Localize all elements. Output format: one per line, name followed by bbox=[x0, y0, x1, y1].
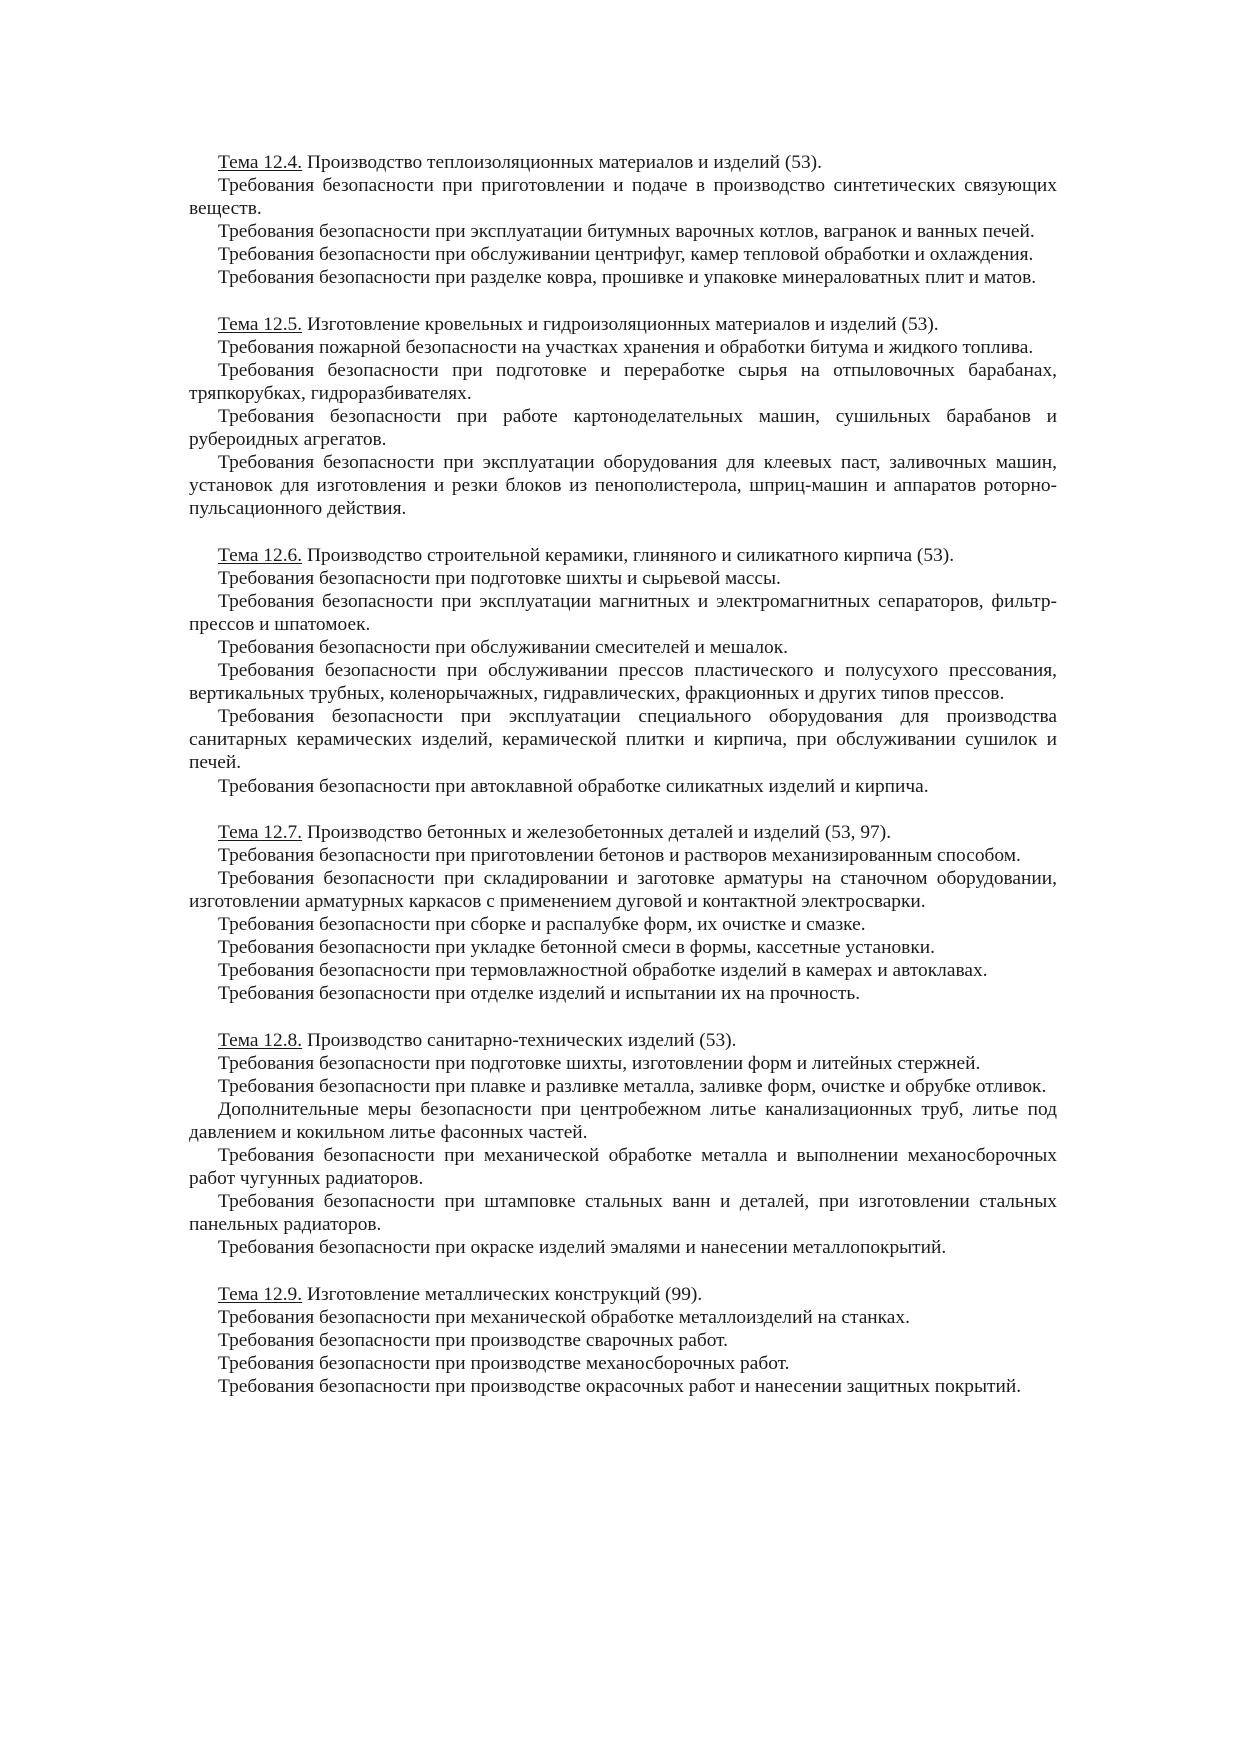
topic-label: Тема 12.6. bbox=[218, 544, 303, 566]
topic-section-12-9 bbox=[189, 1283, 1057, 1398]
topic-title: Изготовление кровельных и гидроизоляционных материалов и изделий (53). bbox=[302, 313, 939, 335]
requirement-item: Требования безопасности при отделке изделий и испытании их на прочность. bbox=[218, 983, 861, 1005]
topic-title: Изготовление металлических конструкций (99). bbox=[302, 1283, 703, 1305]
requirement-item: Требования безопасности при производстве окрасочных работ и нанесении защитных покрытий. bbox=[218, 1375, 1022, 1397]
requirement-item: Требования безопасности при складировании и заготовке арматуры на станочном оборудовании, изготовлении арматурных каркасов с применением дуговой и контактной электросварки. bbox=[189, 867, 1057, 912]
topic-title: Производство санитарно-технических изделий (53). bbox=[302, 1029, 737, 1051]
topic-section-12-4 bbox=[189, 151, 1057, 290]
topic-title: Производство теплоизоляционных материалов и изделий (53). bbox=[302, 152, 822, 173]
topic-label: Тема 12.4. bbox=[218, 152, 303, 173]
topic-label: Тема 12.8. bbox=[218, 1029, 303, 1051]
requirement-item: Требования безопасности при механической обработке металла и выполнении механосборочных работ чугунных радиаторов. bbox=[189, 1145, 1057, 1190]
requirement-item: Требования безопасности при штамповке стальных ванн и деталей, при изготовлении стальных панельных радиаторов. bbox=[189, 1191, 1057, 1236]
requirement-item: Требования безопасности при приготовлении бетонов и растворов механизированным способом. bbox=[218, 844, 1021, 866]
requirement-item: Требования пожарной безопасности на участках хранения и обработки битума и жидкого топлива. bbox=[218, 336, 1034, 358]
topic-heading bbox=[189, 313, 1057, 336]
topic-section-12-7 bbox=[189, 821, 1057, 1006]
requirement-item: Требования безопасности при окраске изделий эмалями и нанесении металлопокрытий. bbox=[218, 1237, 947, 1259]
requirement-item: Требования безопасности при автоклавной обработке силикатных изделий и кирпича. bbox=[218, 775, 929, 797]
topic-label: Тема 12.7. bbox=[218, 821, 303, 843]
topic-heading bbox=[189, 1029, 1057, 1052]
topic-heading bbox=[189, 821, 1057, 844]
document-page bbox=[189, 151, 1057, 1421]
requirement-item: Требования безопасности при работе картоноделательных машин, сушильных барабанов и рубероидных агрегатов. bbox=[189, 406, 1057, 451]
requirement-item: Дополнительные меры безопасности при центробежном литье канализационных труб, литье под давлением и кокильном литье фасонных частей. bbox=[189, 1098, 1057, 1143]
requirement-item: Требования безопасности при подготовке и переработке сырья на отпыловочных барабанах, тряпкорубках, гидроразбивателях. bbox=[189, 359, 1057, 404]
requirement-item: Требования безопасности при подготовке шихты, изготовлении форм и литейных стержней. bbox=[218, 1052, 981, 1074]
requirement-item: Требования безопасности при механической обработке металлоизделий на станках. bbox=[218, 1306, 910, 1328]
topic-heading bbox=[189, 544, 1057, 567]
requirement-item: Требования безопасности при обслуживании смесителей и мешалок. bbox=[218, 636, 788, 658]
topic-section-12-8 bbox=[189, 1029, 1057, 1260]
topic-section-12-6 bbox=[189, 544, 1057, 798]
requirement-item: Требования безопасности при производстве механосборочных работ. bbox=[218, 1352, 790, 1374]
requirement-item: Требования безопасности при эксплуатации магнитных и электромагнитных сепараторов, фильтр-прессов и шпатомоек. bbox=[189, 590, 1057, 635]
requirement-item: Требования безопасности при обслуживании прессов пластического и полусухого прессования, вертикальных трубных, коленорычажных, гидравлических, фракционных и других типов прессов. bbox=[189, 660, 1057, 705]
requirement-item: Требования безопасности при термовлажностной обработке изделий в камерах и автоклавах. bbox=[218, 960, 988, 982]
requirement-item: Требования безопасности при эксплуатации битумных варочных котлов, вагранок и ванных печей. bbox=[218, 221, 1035, 243]
requirement-item: Требования безопасности при подготовке шихты и сырьевой массы. bbox=[218, 567, 781, 589]
topic-section-12-5 bbox=[189, 313, 1057, 521]
requirement-item: Требования безопасности при плавке и разливке металла, заливке форм, очистке и обрубке отливок. bbox=[218, 1075, 1047, 1097]
topic-title: Производство бетонных и железобетонных деталей и изделий (53, 97). bbox=[302, 821, 892, 843]
requirement-item: Требования безопасности при производстве сварочных работ. bbox=[218, 1329, 729, 1351]
topic-heading bbox=[189, 1283, 1057, 1306]
topic-heading bbox=[189, 151, 1057, 174]
topic-label: Тема 12.9. bbox=[218, 1283, 303, 1305]
requirement-item: Требования безопасности при сборке и распалубке форм, их очистке и смазке. bbox=[218, 914, 866, 936]
requirement-item: Требования безопасности при эксплуатации оборудования для клеевых паст, заливочных машин, установок для изготовления и резки блоков из пенополистерола, шприц-машин и аппаратов роторно-пульсационного действия. bbox=[189, 452, 1057, 520]
topic-label: Тема 12.5. bbox=[218, 313, 303, 335]
requirement-item: Требования безопасности при обслуживании центрифуг, камер тепловой обработки и охлаждения. bbox=[218, 244, 1034, 266]
requirement-item: Требования безопасности при приготовлении и подаче в производство синтетических связующих веществ. bbox=[189, 175, 1057, 220]
requirement-item: Требования безопасности при разделке ковра, прошивке и упаковке минераловатных плит и матов. bbox=[218, 267, 1037, 289]
requirement-item: Требования безопасности при укладке бетонной смеси в формы, кассетные установки. bbox=[218, 937, 935, 959]
topic-title: Производство строительной керамики, глиняного и силикатного кирпича (53). bbox=[302, 544, 955, 566]
requirement-item: Требования безопасности при эксплуатации специального оборудования для производства санитарных керамических изделий, керамической плитки и кирпича, при обслуживании сушилок и печей. bbox=[189, 706, 1057, 774]
